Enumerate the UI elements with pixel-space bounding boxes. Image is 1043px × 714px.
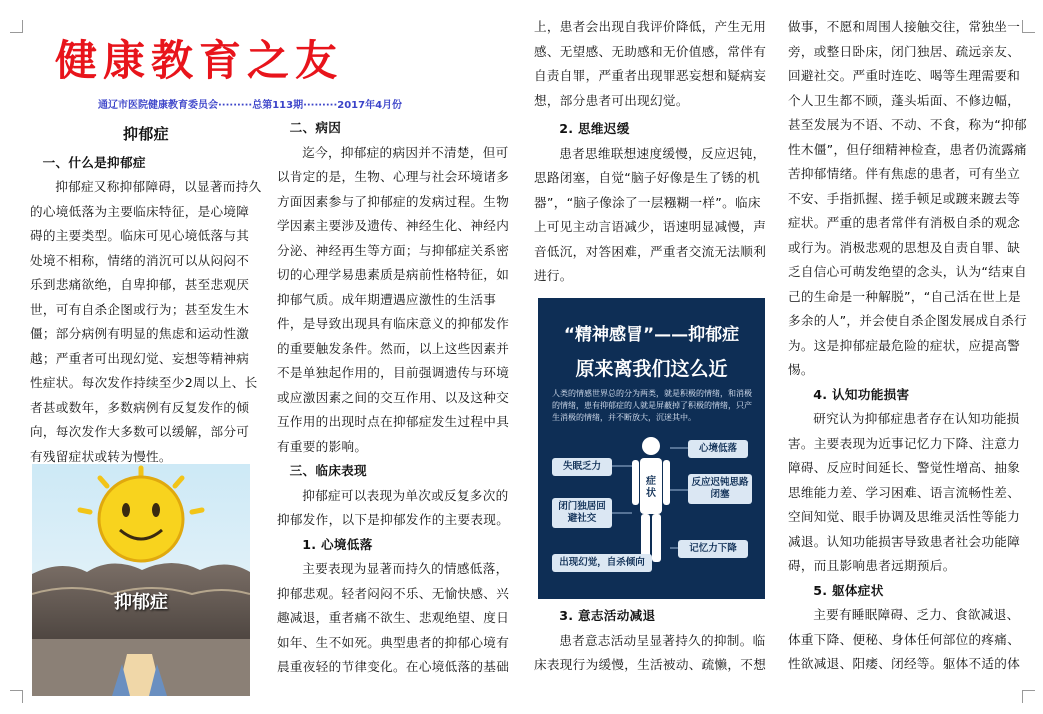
paragraph-cognitive: 研究认为抑郁症患者存在认知功能损害。主要表现为近事记忆力下降、注意力障碍、反应时间延长、警觉性增高、抽象思维能力差、学习困难、语言流畅性差、空间知觉、眼手协调及思维灵活性等能力减退。认知功能损害导致患者社会功能障碍，而且影响患者远期预后。 — [788, 411, 1021, 573]
infographic-text: 人类的情感世界总的分为两类，就是积极的情绪，和消极的情绪，患有抑郁症的人就是屏蔽掉了积极的情绪，只产生消极的情绪，并不断放大，沉迷其中。 — [552, 389, 752, 422]
heading-what-is: 一、什么是抑郁症 — [42, 154, 146, 170]
column-3 — [534, 15, 770, 289]
paragraph-mood-cont: 上，患者会出现自我评价降低，产生无用感、无望感、无助感和无价值感，常伴有自责自罪，严重者出现罪恶妄想和疑病妄想，部分患者可出现幻觉。 — [534, 19, 767, 108]
symptom-memory: 记忆力下降 — [678, 540, 748, 558]
infographic-title: “精神感冒”——抑郁症 — [563, 325, 740, 345]
paragraph-mood: 主要表现为显著而持久的情感低落，抑郁悲观。轻者闷闷不乐、无愉快感、兴趣减退，重者痛不欲生、悲观绝望、度日如年、生不如死。典型患者的抑郁心境有晨重夜轻的节律变化。在心境低落的基础 — [277, 561, 510, 674]
symptom-low-mood: 心境低落 — [688, 440, 748, 458]
masthead-title: 健康教育之友 — [55, 36, 344, 85]
heading-mood: 1. 心境低落 — [302, 536, 373, 552]
corner-mark — [1022, 690, 1035, 703]
paragraph-will-cont: 做事，不愿和周围人接触交往，常独坐一旁，或整日卧床，闭门独居、疏远亲友、回避社交。严重时连吃、喝等生理需要和个人卫生都不顾，蓬头垢面、不修边幅，甚至发展为不语、不动、不食，称为“抑郁性木僵”，但仔细精神检查，患者仍流露痛苦抑郁情绪。伴有焦虑的患者，可有坐立不安、手指抓握、搓手顿足或踱来踱去等症状。严重的患者常伴有消极自杀的观念或行为。消极悲观的思想及自责自罪、缺乏自信心可萌发绝望的念头，认为“结束自己的生命是一种解脱”，“自己活在世上是多余的人”，并会使自杀企图发展成自杀行为。这是抑郁症最危险的症状，应提高警惕。 — [788, 19, 1027, 377]
paragraph-somatic: 主要有睡眠障碍、乏力、食欲减退、体重下降、便秘、身体任何部位的疼痛、性欲减退、阳痿、闭经等。躯体不适的体 — [788, 607, 1021, 671]
heading-cognitive: 4. 认知功能损害 — [813, 386, 910, 402]
symptom-slow-thinking: 反应迟钝思路闭塞 — [688, 474, 752, 504]
column-2 — [277, 116, 515, 680]
paragraph-cause: 迄今，抑郁症的病因并不清楚，但可以肯定的是，生物、心理与社会环境诸多方面因素参与了抑郁症的发病过程。生物学因素主要涉及遗传、神经生化、神经内分泌、神经再生等方面；与抑郁症关系密切的心理学易患素质是病前性格特征，如抑郁气质。成年期遭遇应激性的生活事件，是导致出现具有临床意义的抑郁发作的重要触发条件。然而，以上这些因素并不是单独起作用的，目前强调遗传与环境或应激因素之间的交互作用、以及这种交互作用的出现时点在抑郁症发生过程中具有重要的影响。 — [277, 144, 510, 454]
issue-line: 通辽市医院健康教育委员会·········总第113期·········2017年4月份 — [98, 100, 403, 111]
column-3-lower — [534, 604, 770, 678]
paragraph-definition: 抑郁症又称抑郁障碍，以显著而持久的心境低落为主要临床特征，是心境障碍的主要类型。临床可见心境低落与其处境不相称，情绪的消沉可以从闷闷不乐到悲痛欲绝，自卑抑郁，甚至悲观厌世，可有自杀企图或行为；甚至发生木僵；部分病例有明显的焦虑和运动性激越；严重者可出现幻觉、妄想等精神病性症状。每次发作持续至少2周以上、长者甚或数年，多数病例有反复发作的倾向，每次发作大多数可以缓解，部分可有残留症状或转为慢性。 — [30, 179, 262, 464]
infographic-subtitle: 原来离我们这么近 — [575, 358, 728, 380]
heading-thinking: 2. 思维迟缓 — [559, 121, 630, 136]
heading-clinical: 三、临床表现 — [289, 463, 367, 478]
heading-somatic: 5. 躯体症状 — [813, 582, 884, 598]
corner-mark — [10, 20, 23, 33]
heading-cause: 二、病因 — [289, 120, 342, 135]
paragraph-will: 患者意志活动呈显著持久的抑制。临床表现行为缓慢，生活被动、疏懒，不想 — [534, 632, 767, 672]
paragraph-thinking: 患者思维联想速度缓慢，反应迟钝，思路闭塞，自觉“脑子好像是生了锈的机器”，“脑子像涂了一层糨糊一样”。临床上可见主动言语减少，语速明显减慢，声音低沉，对答困难，严重者交流无法顺利进行。 — [534, 145, 767, 283]
column-4 — [788, 15, 1028, 677]
sun-illustration — [32, 464, 250, 696]
symptom-insomnia: 失眠乏力 — [552, 458, 612, 476]
infographic — [538, 298, 765, 599]
column-1 — [30, 120, 262, 469]
paragraph-clinical: 抑郁症可以表现为单次或反复多次的抑郁发作，以下是抑郁发作的主要表现。 — [277, 487, 510, 527]
illustration-label: 抑郁症 — [114, 592, 168, 613]
heading-will: 3. 意志活动减退 — [559, 608, 656, 623]
infographic-center-label: 症状 — [646, 476, 656, 499]
corner-mark — [10, 690, 23, 703]
article-title: 抑郁症 — [123, 125, 169, 143]
symptom-hallucination: 出现幻觉，自杀倾向 — [552, 554, 652, 572]
symptom-withdrawal: 闭门独居回避社交 — [552, 498, 612, 528]
